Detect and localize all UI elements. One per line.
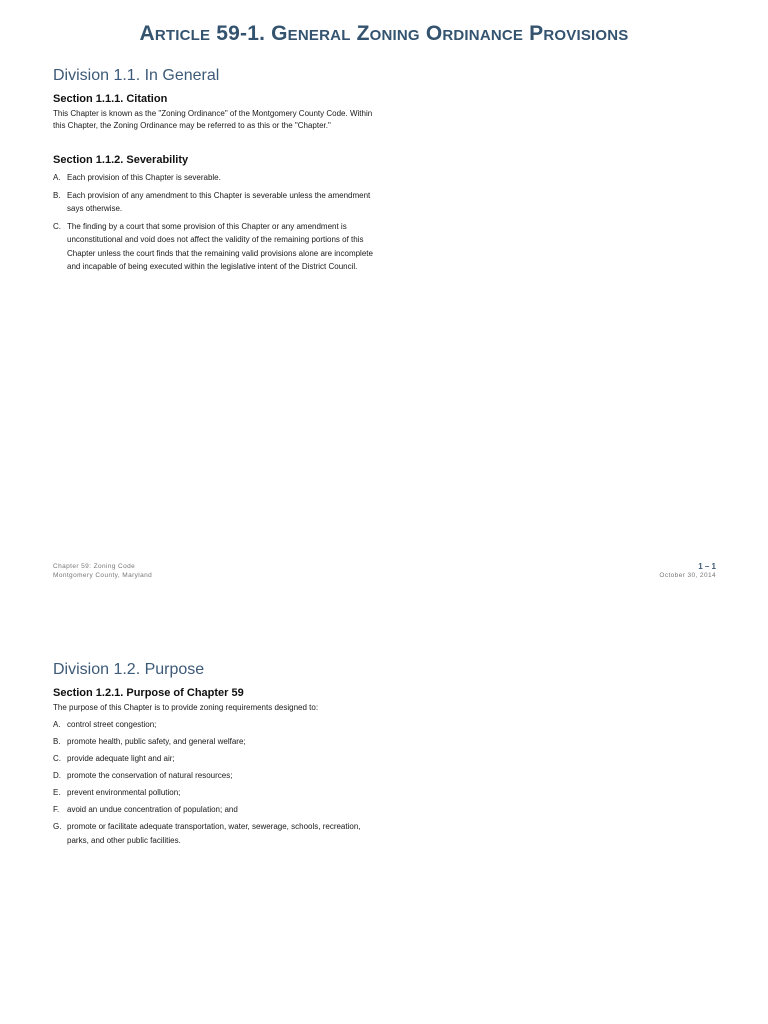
- section-heading-purpose: Section 1.2.1. Purpose of Chapter 59: [53, 687, 244, 699]
- list-marker: C.: [53, 754, 61, 763]
- article-title: Article 59-1. General Zoning Ordinance Provisions: [139, 22, 629, 45]
- list-marker: A.: [53, 720, 61, 729]
- list-item-text: promote or facilitate adequate transportation, water, sewerage, schools, recreation, parks, and other public facilities.: [67, 822, 361, 845]
- severability-item-a: [53, 171, 378, 185]
- list-marker: G.: [53, 822, 62, 831]
- section-heading-citation: Section 1.1.1. Citation: [53, 93, 168, 105]
- footer-left: [53, 562, 152, 580]
- list-marker: C.: [53, 221, 61, 231]
- list-item-text: Each provision of this Chapter is severable.: [67, 173, 221, 182]
- footer-date: October 30, 2014: [659, 572, 716, 579]
- list-marker: F.: [53, 805, 60, 814]
- purpose-item-a: [53, 718, 378, 732]
- division-heading-1-1: Division 1.1. In General: [53, 67, 220, 84]
- list-marker: A.: [53, 173, 61, 182]
- division-heading-1-2: Division 1.2. Purpose: [53, 661, 205, 678]
- purpose-item-e: [53, 786, 378, 800]
- list-marker: B.: [53, 737, 61, 746]
- footer-county: Montgomery County, Maryland: [53, 572, 153, 579]
- list-item-text: provide adequate light and air;: [67, 754, 175, 763]
- list-item-text: avoid an undue concentration of population; and: [67, 805, 238, 814]
- list-marker: E.: [53, 788, 61, 797]
- purpose-item-g: [53, 820, 378, 847]
- purpose-item-c: [53, 752, 378, 766]
- purpose-item-b: [53, 735, 378, 749]
- purpose-intro: The purpose of this Chapter is to provide zoning requirements designed to:: [53, 703, 319, 712]
- list-item-text: The finding by a court that some provision of this Chapter or any amendment is unconstitutional and void does not affect the validity of the remaining portions of this Chapter unless the court finds that the remaining valid provisions alone are incomplete and incapable of being executed within the legislative intent of the District Council.: [67, 221, 373, 271]
- list-item-text: Each provision of any amendment to this Chapter is severable unless the amendment says otherwise.: [67, 190, 371, 213]
- footer-chapter: Chapter 59: Zoning Code: [53, 563, 136, 570]
- page-number: 1 – 1: [698, 562, 716, 571]
- purpose-list: [53, 718, 378, 847]
- list-marker: D.: [53, 771, 61, 780]
- list-marker: B.: [53, 190, 61, 200]
- severability-item-b: [53, 189, 378, 216]
- citation-text: This Chapter is known as the "Zoning Ordinance" of the Montgomery County Code. Within this Chapter, the Zoning Ordinance may be referred to as this or the "Chapter.": [53, 109, 373, 130]
- list-item-text: promote health, public safety, and general welfare;: [67, 737, 246, 746]
- footer-right: [659, 562, 716, 581]
- severability-list: [53, 171, 378, 274]
- section-heading-severability: Section 1.1.2. Severability: [53, 154, 189, 166]
- list-item-text: promote the conservation of natural resources;: [67, 771, 233, 780]
- list-item-text: prevent environmental pollution;: [67, 788, 181, 797]
- severability-item-c: [53, 220, 378, 274]
- purpose-item-d: [53, 769, 378, 783]
- list-item-text: control street congestion;: [67, 720, 157, 729]
- purpose-item-f: [53, 803, 378, 817]
